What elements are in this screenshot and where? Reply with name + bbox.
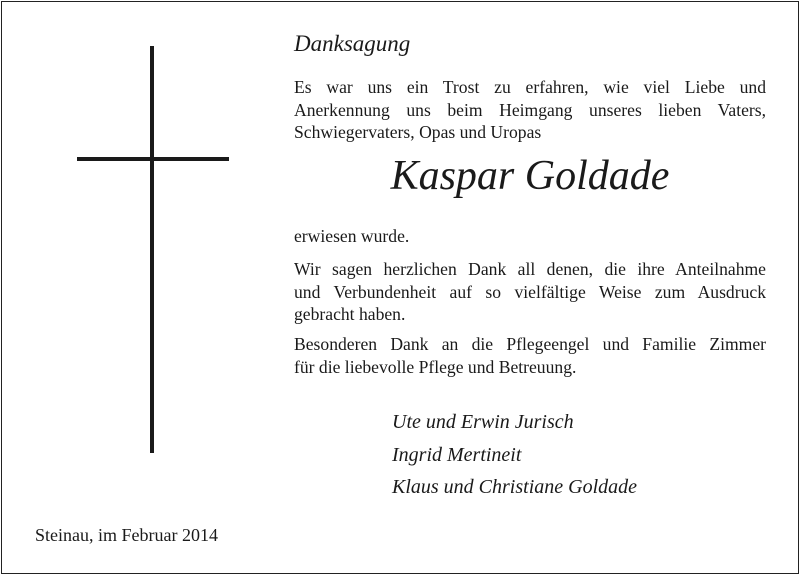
thanks-paragraph — [294, 258, 766, 326]
intro-line: Schwiegervaters, Opas und Uropas — [294, 122, 542, 142]
signer-name: Ingrid Mertineit — [392, 443, 522, 466]
special-thanks-line: für die liebevolle Pflege und Betreuung. — [294, 356, 577, 377]
notice-heading: Danksagung — [294, 31, 411, 56]
cross-vertical-beam — [150, 46, 154, 453]
after-name-line: erwiesen wurde. — [294, 226, 410, 246]
after-name-paragraph — [294, 225, 766, 248]
thanks-line: und Verbundenheit auf so vielfältige Weise zum Ausdruck — [294, 281, 766, 302]
thanks-line: Wir sagen herzlichen Dank all denen, die ihre Anteilnahme — [294, 259, 766, 279]
place-date: Steinau, im Februar 2014 — [35, 525, 218, 545]
special-thanks-paragraph — [294, 333, 766, 378]
signers-list — [392, 406, 637, 504]
intro-line: Es war uns ein Trost zu erfahren, wie viel Liebe und — [294, 77, 766, 97]
intro-line: Anerkennung uns beim Heimgang unseres lieben Vaters, — [294, 99, 766, 120]
deceased-name: Kaspar Goldade — [390, 153, 670, 199]
signer-name: Klaus und Christiane Goldade — [392, 476, 638, 498]
intro-paragraph — [294, 76, 766, 144]
special-thanks-line: Besonderen Dank an die Pflegeengel und Familie Zimmer — [294, 334, 766, 354]
thanks-line: gebracht haben. — [294, 304, 406, 324]
signer-name: Ute und Erwin Jurisch — [392, 411, 574, 433]
cross-horizontal-beam — [77, 157, 229, 161]
